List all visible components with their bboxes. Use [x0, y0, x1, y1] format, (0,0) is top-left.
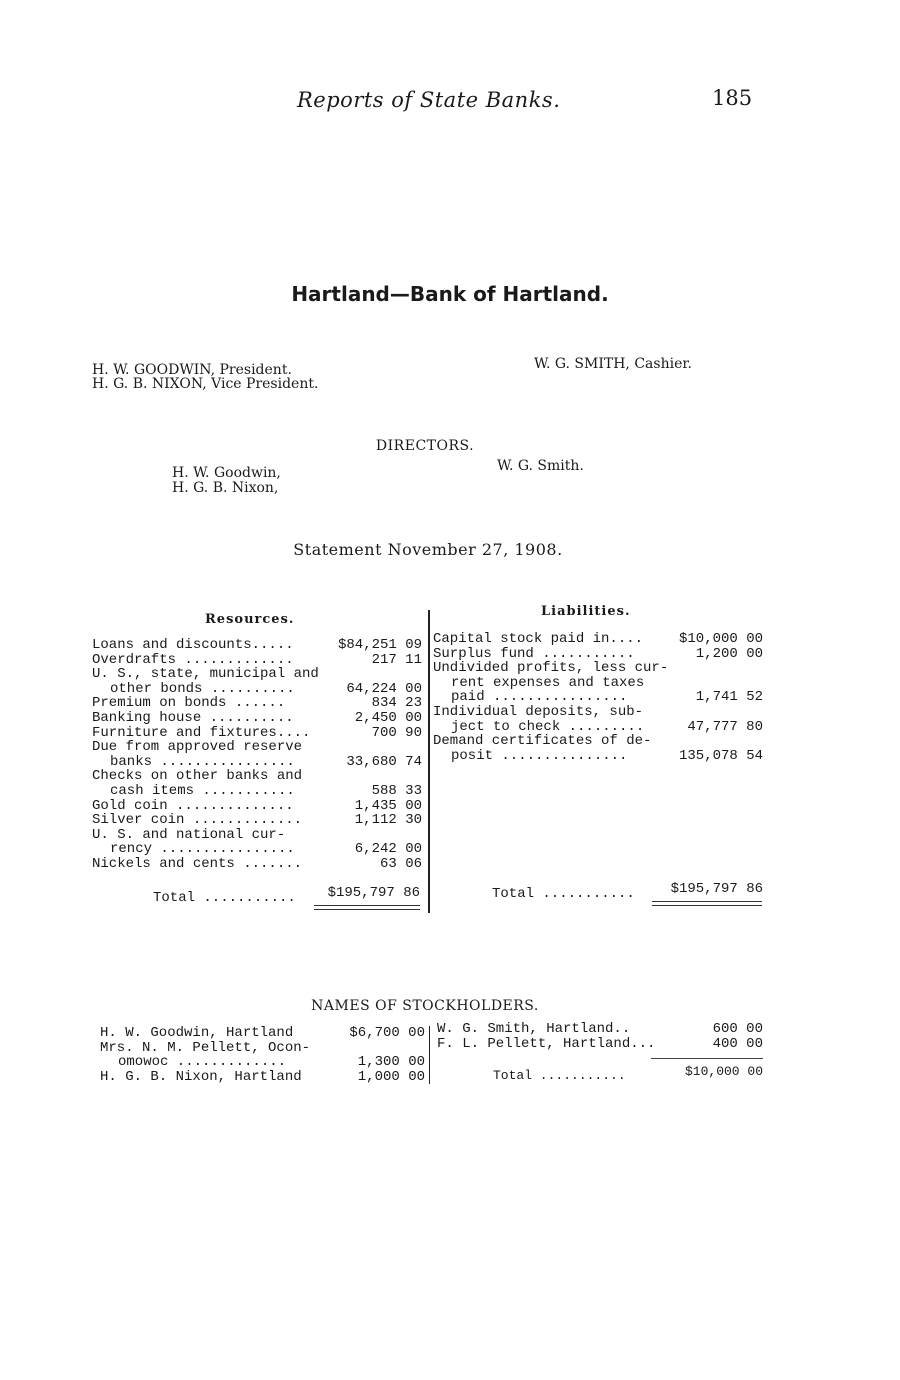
director-left-2: H. G. B. Nixon, [172, 480, 279, 496]
resources-row [92, 769, 422, 784]
resources-row [92, 696, 422, 711]
resources-row [92, 726, 422, 741]
stockholder-row-label: H. W. Goodwin, Hartland [100, 1025, 294, 1041]
resources-row-label: Banking house .......... [92, 709, 294, 726]
resources-total-label: Total ........... [153, 890, 296, 906]
resources-row [92, 653, 422, 668]
resources-row-amount: 63 06 [379, 855, 422, 872]
resources-row [92, 667, 422, 682]
officer-vice-president: H. G. B. NIXON, Vice President. [92, 376, 319, 392]
resources-row-amount: 64,224 00 [346, 680, 422, 697]
resources-table [92, 638, 422, 872]
resources-row-label: Overdrafts ............. [92, 651, 294, 668]
resources-row-amount: 1,435 00 [354, 797, 422, 814]
liabilities-row [433, 647, 763, 662]
liabilities-row-amount [676, 705, 763, 720]
resources-row-amount: 588 33 [371, 782, 422, 799]
resources-row-label: Gold coin .............. [92, 797, 294, 814]
stockholder-row-amount [339, 1041, 425, 1056]
liabilities-row [433, 749, 763, 764]
resources-row [92, 740, 422, 755]
resources-row-label: cash items ........... [110, 782, 295, 799]
resources-row-label: other bonds .......... [110, 680, 295, 697]
resources-row-label: Nickels and cents ....... [92, 855, 303, 872]
resources-row-label: Premium on bonds ...... [92, 695, 286, 712]
resources-row-amount: 834 23 [371, 695, 422, 712]
liabilities-table [433, 632, 763, 763]
resources-row [92, 828, 422, 843]
liabilities-heading: Liabilities. [541, 604, 631, 619]
statement-title: Statement November 27, 1908. [293, 540, 563, 559]
resources-row-amount: 217 11 [371, 651, 422, 668]
liabilities-row [433, 720, 763, 735]
stockholder-row [100, 1055, 425, 1070]
liabilities-total-amount: $195,797 86 [670, 881, 763, 897]
liabilities-row [433, 632, 763, 647]
resources-row-amount: 1,112 30 [354, 812, 422, 829]
resources-row [92, 638, 422, 653]
liabilities-row-amount [676, 676, 763, 691]
resources-row-amount: 6,242 00 [354, 841, 422, 858]
resources-row [92, 784, 422, 799]
liabilities-row-label: Capital stock paid in.... [433, 631, 644, 647]
resources-row-label: rency ................ [110, 841, 295, 858]
liabilities-row-label: posit ............... [451, 747, 628, 764]
stockholders-total-rule [651, 1058, 763, 1059]
liabilities-row-label: Surplus fund ........... [433, 645, 635, 662]
stockholder-row-label: H. G. B. Nixon, Hartland [100, 1068, 302, 1085]
liabilities-row-amount: 47,777 80 [687, 718, 763, 735]
liabilities-row-amount: 1,741 52 [695, 689, 763, 706]
resources-row [92, 857, 422, 872]
stockholder-row [100, 1041, 425, 1056]
bank-title: Hartland—Bank of Hartland. [291, 282, 609, 306]
resources-row [92, 842, 422, 857]
officer-cashier: W. G. SMITH, Cashier. [534, 356, 692, 372]
resources-total-double-rule [314, 905, 420, 910]
page-number: 185 [712, 86, 753, 110]
resources-row-amount [333, 769, 422, 784]
stockholders-divider [429, 1026, 430, 1084]
stockholders-heading: NAMES OF STOCKHOLDERS. [311, 998, 539, 1014]
stockholder-row-label: F. L. Pellett, Hartland... [437, 1035, 656, 1052]
resources-row [92, 813, 422, 828]
stockholder-row-label: Mrs. N. M. Pellett, Ocon- [100, 1039, 311, 1056]
liabilities-row-label: Demand certificates of de- [433, 733, 652, 750]
resources-row [92, 682, 422, 697]
running-head: Reports of State Banks. [297, 88, 561, 112]
stockholder-row [100, 1026, 425, 1041]
resources-heading: Resources. [205, 612, 295, 627]
resources-row-amount: 33,680 74 [346, 753, 422, 770]
stockholder-row-amount: 400 00 [712, 1035, 763, 1052]
resources-row [92, 755, 422, 770]
stockholders-right-table [437, 1022, 763, 1051]
liabilities-row-amount: $10,000 00 [678, 631, 763, 647]
resources-row-label: U. S., state, municipal and [92, 666, 319, 683]
liabilities-row [433, 690, 763, 705]
resources-row-amount [333, 667, 422, 682]
stockholder-row-amount: 1,300 00 [357, 1054, 425, 1071]
liabilities-row-label: rent expenses and taxes [451, 674, 645, 691]
director-left-1: H. W. Goodwin, [172, 465, 281, 481]
resources-row-amount [333, 740, 422, 755]
resources-row-label: banks ................ [110, 753, 295, 770]
resources-row-label: Due from approved reserve [92, 739, 303, 756]
stockholder-row [100, 1070, 425, 1085]
liabilities-row-label: Undivided profits, less cur- [433, 660, 669, 677]
liabilities-row-label: Individual deposits, sub- [433, 703, 644, 720]
stockholder-row-amount: $6,700 00 [349, 1025, 425, 1041]
liabilities-row-amount [676, 661, 763, 676]
stockholder-row-label: W. G. Smith, Hartland.. [437, 1021, 631, 1037]
directors-heading: DIRECTORS. [375, 438, 475, 454]
resources-row-label: Furniture and fixtures.... [92, 724, 311, 741]
resources-row-label: Loans and discounts..... [92, 637, 294, 653]
resources-total-amount: $195,797 86 [327, 885, 420, 901]
stockholder-row-label: omowoc ............. [118, 1054, 287, 1071]
resources-row-amount: $84,251 09 [337, 637, 422, 653]
resources-row-amount: 2,450 00 [354, 709, 422, 726]
resources-row-amount: 700 90 [371, 724, 422, 741]
liabilities-row-label: paid ................ [451, 689, 628, 706]
stockholder-row-amount: 1,000 00 [357, 1068, 425, 1085]
resources-row-amount [333, 828, 422, 843]
stockholders-total-label: Total ........... [493, 1068, 626, 1083]
stockholder-row [437, 1022, 763, 1037]
liabilities-row [433, 734, 763, 749]
liabilities-row-amount: 135,078 54 [678, 747, 763, 764]
liabilities-total-double-rule [652, 901, 762, 906]
liabilities-row-amount: 1,200 00 [695, 645, 763, 662]
resources-row [92, 711, 422, 726]
liabilities-row [433, 676, 763, 691]
resources-row-label: Silver coin ............. [92, 812, 303, 829]
stockholder-row-amount: 600 00 [712, 1021, 763, 1037]
liabilities-row-label: ject to check ......... [451, 718, 645, 735]
stockholder-row [437, 1037, 763, 1052]
liabilities-row-amount [676, 734, 763, 749]
stockholders-total-amount: $10,000 00 [684, 1064, 763, 1079]
liabilities-row [433, 661, 763, 676]
resources-row [92, 799, 422, 814]
director-right-1: W. G. Smith. [497, 458, 584, 474]
officer-president: H. W. GOODWIN, President. [92, 362, 292, 378]
column-divider [428, 610, 430, 913]
resources-row-label: U. S. and national cur- [92, 826, 286, 843]
liabilities-total-label: Total ........... [492, 886, 635, 902]
resources-row-label: Checks on other banks and [92, 768, 303, 785]
liabilities-row [433, 705, 763, 720]
stockholders-left-table [100, 1026, 425, 1084]
